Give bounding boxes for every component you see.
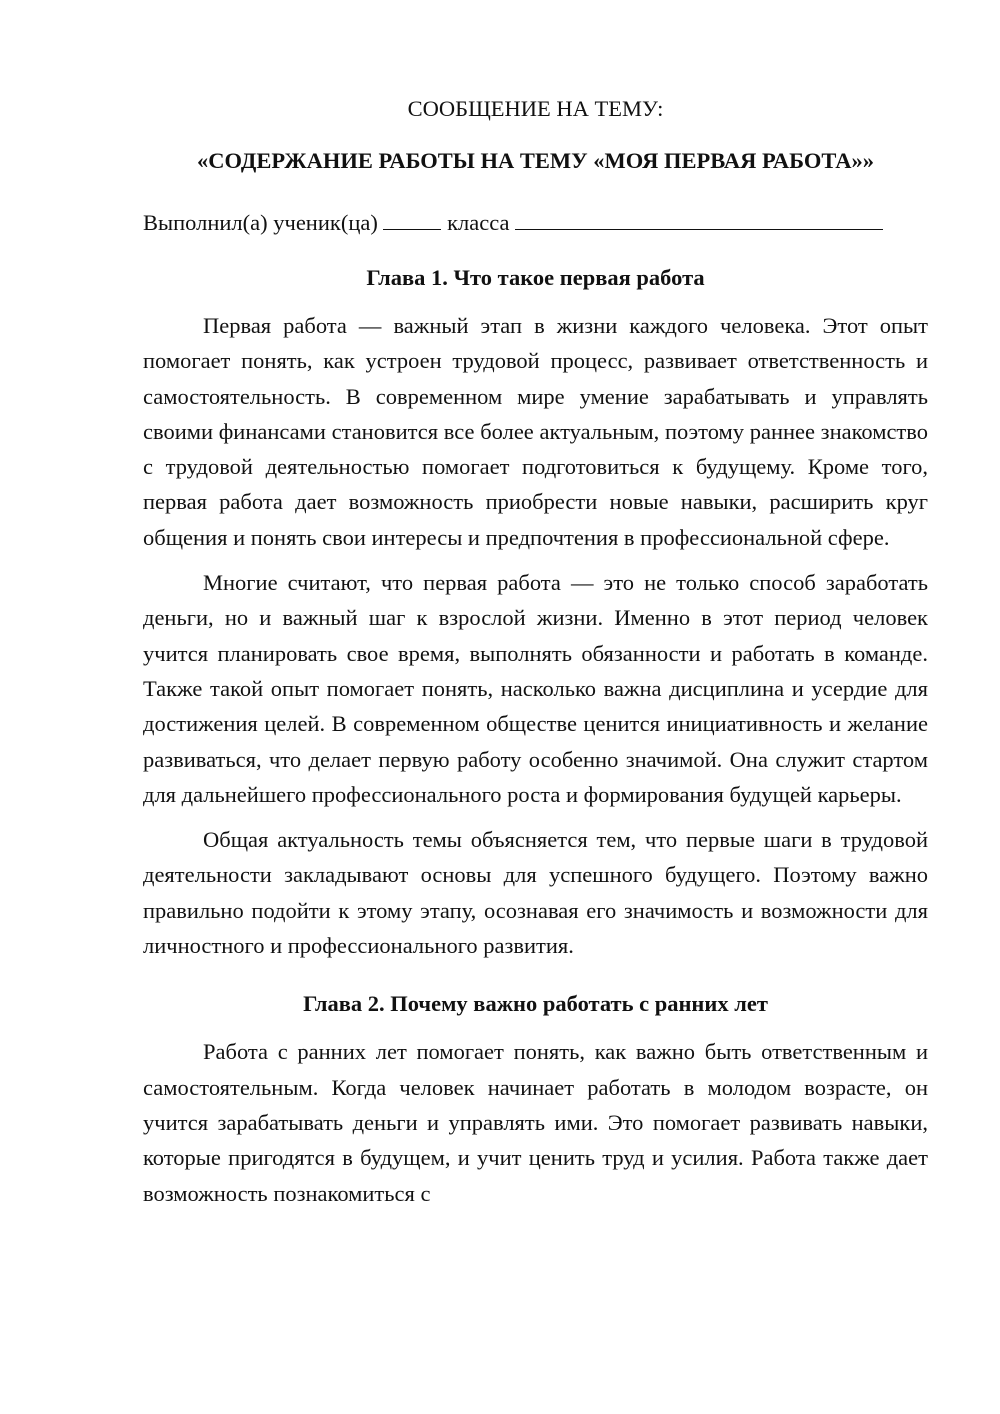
document-page <box>143 90 928 1211</box>
chapter1-paragraph-3: Общая актуальность темы объясняется тем, что первые шаги в трудовой деятельности закладывают основы для успешного будущего. Поэтому важно правильно подойти к этому этапу, осознавая его значимость и возможности для личностного и профессионального развития. <box>143 827 928 959</box>
chapter1-paragraph-1: Первая работа — важный этап в жизни каждого человека. Этот опыт помогает понять, как устроен трудовой процесс, развивает ответственность и самостоятельность. В современном мире умение зарабатывать и управлять своими финансами становится все более актуальным, поэтому раннее знакомство с трудовой деятельностью помогает подготовиться к будущему. Кроме того, первая работа дает возможность приобрести новые навыки, расширить круг общения и понять свои интересы и предпочтения в профессиональной сфере. <box>143 313 928 550</box>
author-line <box>143 204 928 242</box>
class-word: класса <box>447 210 510 235</box>
author-prefix: Выполнил(а) ученик(ца) <box>143 210 378 235</box>
chapter1-paragraph-2: Многие считают, что первая работа — это не только способ заработать деньги, но и важный шаг к взрослой жизни. Именно в этот период человек учится планировать свое время, выполнять обязанности и работать в команде. Также такой опыт помогает понять, насколько важна дисциплина и усердие для достижения целей. В современном обществе ценится инициативность и желание развиваться, что делает первую работу особенно значимой. Она служит стартом для дальнейшего профессионального роста и формирования будущей карьеры. <box>143 570 928 807</box>
document-title-line2: «СОДЕРЖАНИЕ РАБОТЫ НА ТЕМУ «МОЯ ПЕРВАЯ РАБОТА»» <box>197 148 874 173</box>
chapter2-paragraph-1: Работа с ранних лет помогает понять, как важно быть ответственным и самостоятельным. Когда человек начинает работать в молодом возрасте, он учится зарабатывать деньги и управлять ими. Это помогает развивать навыки, которые пригодятся в будущем, и учит ценить труд и усилия. Работа также дает возможность познакомиться с <box>143 1039 928 1206</box>
class-number-blank <box>383 209 441 230</box>
student-name-blank <box>515 209 883 230</box>
chapter2-heading: Глава 2. Почему важно работать с ранних лет <box>303 991 768 1017</box>
document-title-line1: СООБЩЕНИЕ НА ТЕМУ: <box>407 96 664 121</box>
chapter1-heading: Глава 1. Что такое первая работа <box>366 265 705 290</box>
